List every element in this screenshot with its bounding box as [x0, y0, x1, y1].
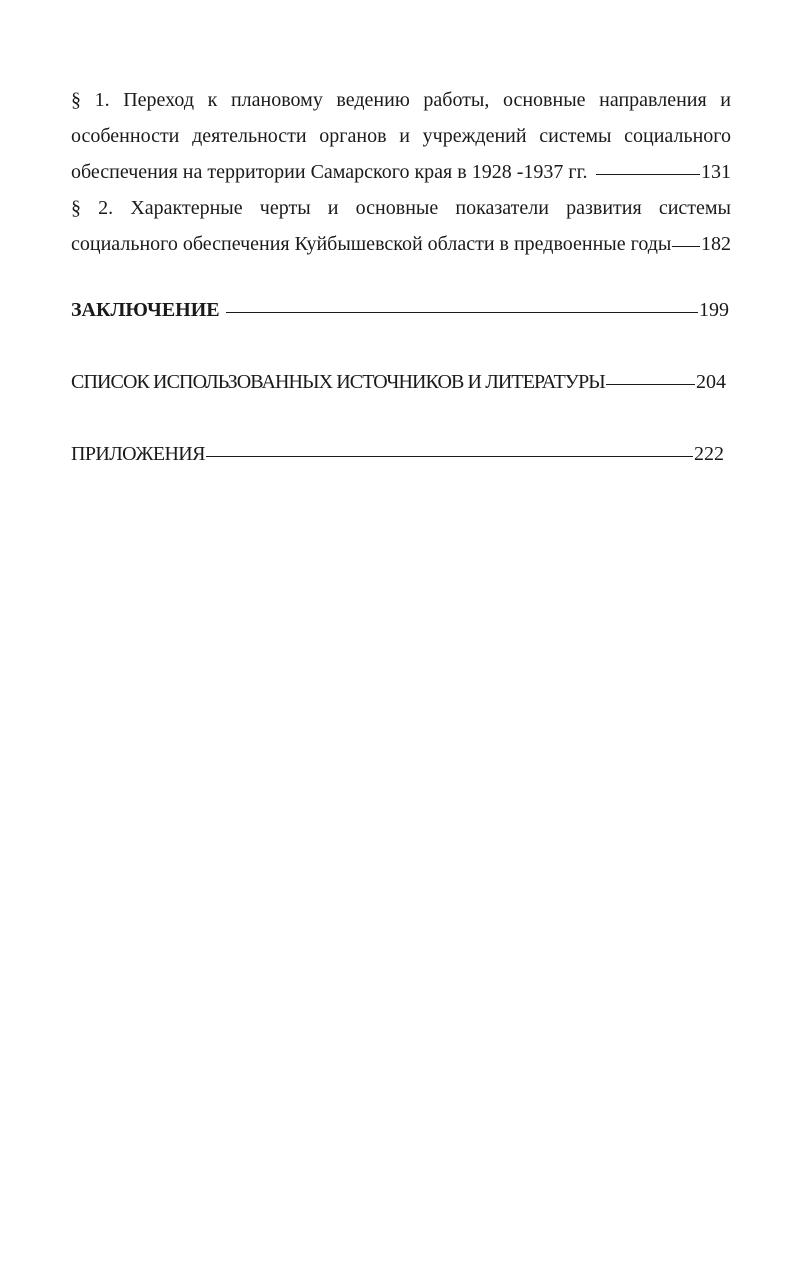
toc-section-2-line-2: социального обеспечения Куйбышевской области в предвоенные годы	[71, 233, 672, 255]
toc-section-2-page: 182	[701, 233, 731, 255]
toc-conclusion[interactable]	[71, 299, 729, 322]
toc-sources-page: 204	[696, 371, 726, 393]
toc-sources[interactable]	[71, 371, 726, 394]
toc-section-1-line-1: § 1. Переход к плановому ведению работы, основные направления и	[71, 89, 731, 111]
toc-section-1-line-3: обеспечения на территории Самарского края в 1928 -1937 гг.	[71, 161, 588, 183]
toc-section-1[interactable]	[71, 82, 731, 190]
toc-appendices[interactable]	[71, 443, 724, 466]
toc-leader-line	[672, 246, 700, 247]
toc-section-1-page: 131	[701, 161, 731, 183]
toc-sources-label: СПИСОК ИСПОЛЬЗОВАННЫХ ИСТОЧНИКОВ И ЛИТЕРАТУРЫ	[71, 371, 605, 393]
toc-appendices-page: 222	[694, 443, 724, 465]
toc-leader-line	[596, 174, 700, 175]
toc-appendices-label: ПРИЛОЖЕНИЯ	[71, 443, 205, 465]
toc-conclusion-label: ЗАКЛЮЧЕНИЕ	[71, 299, 220, 321]
toc-section-1-last-line	[71, 154, 731, 190]
toc-section-1-line-2: особенности деятельности органов и учреждений системы социального	[71, 125, 731, 147]
toc-section-2[interactable]	[71, 190, 731, 262]
table-of-contents	[71, 82, 731, 465]
toc-conclusion-page: 199	[699, 299, 729, 321]
toc-section-2-line-1: § 2. Характерные черты и основные показатели развития системы	[71, 197, 731, 219]
toc-leader-line	[606, 384, 695, 385]
toc-leader-line	[206, 456, 693, 457]
toc-section-2-last-line	[71, 226, 731, 262]
toc-leader-line	[226, 312, 698, 313]
